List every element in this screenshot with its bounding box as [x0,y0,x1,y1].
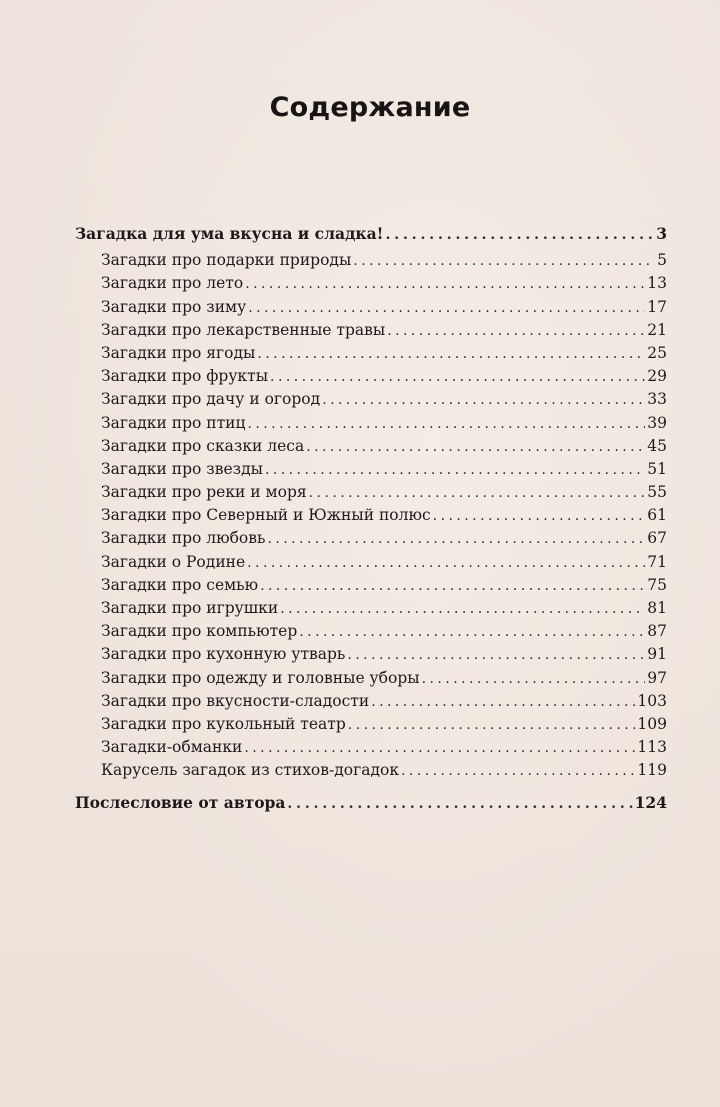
toc-entry[interactable] [75,249,667,272]
toc-entry-label: Загадки про дачу и огород [101,390,321,409]
toc-entry[interactable] [75,736,667,759]
toc-entry-label: Загадки про звезды [101,459,263,478]
toc-entry-label: Загадки про сказки леса [101,436,305,455]
toc-entry-label: Загадки про любовь [101,529,266,548]
toc-leader-dots [247,413,645,436]
toc-leader-dots [280,598,645,621]
toc-entry-label: Загадки о Родине [101,552,246,571]
toc-entry-page: 13 [647,274,667,293]
toc-entry-page: 29 [647,367,667,386]
toc-leader-dots [433,505,646,528]
toc-entry[interactable] [75,759,667,782]
toc-entry-label: Загадки про компьютер [101,622,298,641]
toc-entry[interactable] [75,643,667,666]
toc-leader-dots [299,621,645,644]
toc-leader-dots [248,297,645,320]
toc-leader-dots [387,320,645,343]
toc-entry-label: Загадки про вкусности-сладости [101,691,370,710]
toc-entry[interactable] [75,620,667,643]
toc-entry-label: Загадка для ума вкусна и сладка! [75,224,384,243]
toc-entry-page: 39 [647,413,667,432]
toc-entry-label: Загадки про лето [101,274,244,293]
toc-leader-dots [309,482,646,505]
toc-entry-label: Загадки про реки и моря [101,483,307,502]
toc-entry[interactable] [75,412,667,435]
toc-entry-main[interactable] [75,791,667,814]
toc-leader-dots [347,644,645,667]
toc-leader-dots [322,389,645,412]
toc-leader-dots [385,224,654,247]
toc-entry[interactable] [75,481,667,504]
toc-entry-page: 51 [647,459,667,478]
toc-entry-page: 25 [647,343,667,362]
toc-entry-label: Карусель загадок из стихов-догадок [101,761,400,780]
toc-entry[interactable] [75,690,667,713]
toc-entry-label: Загадки про подарки природы [101,251,352,270]
toc-entry-page: 103 [637,691,667,710]
toc-entry-page: 5 [657,251,667,270]
toc-entry[interactable] [75,365,667,388]
toc-entry-page: 91 [647,645,667,664]
toc-entry-page: 75 [647,575,667,594]
toc-entry-label: Загадки про одежду и головные уборы [101,668,420,687]
toc-leader-dots [270,366,645,389]
toc-leader-dots [306,436,645,459]
toc-leader-dots [401,760,635,783]
toc-leader-dots [287,793,632,816]
toc-leader-dots [348,714,636,737]
toc-leader-dots [422,668,646,691]
toc-entry-page: 67 [647,529,667,548]
toc-leader-dots [247,552,645,575]
toc-entry-page: 55 [647,483,667,502]
toc-entry-label: Загадки про фрукты [101,367,269,386]
toc-entry-page: 3 [656,224,667,243]
table-of-contents [75,222,667,814]
toc-entry-label: Загадки про ягоды [101,343,256,362]
toc-entry[interactable] [75,597,667,620]
toc-entry-label: Послесловие от автора [75,792,286,812]
toc-entry[interactable] [75,435,667,458]
toc-entry-page: 81 [647,599,667,617]
toc-entry-label: Загадки про лекарственные травы [101,320,386,339]
toc-leader-dots [257,343,645,366]
toc-entry[interactable] [75,319,667,342]
toc-entry-page: 124 [634,792,667,812]
toc-entry-label: Загадки про игрушки [101,599,279,617]
toc-entry[interactable] [75,551,667,574]
toc-entry-page: 17 [647,297,667,316]
toc-entry[interactable] [75,504,667,527]
page-title: Содержание [269,92,471,123]
toc-leader-dots [353,250,655,273]
toc-leader-dots [260,575,645,598]
toc-entry[interactable] [75,667,667,690]
toc-entry-page: 109 [637,714,667,733]
toc-entry-page: 61 [647,506,667,525]
toc-entry[interactable] [75,574,667,597]
toc-entry[interactable] [75,272,667,295]
toc-entry-page: 21 [647,320,667,339]
toc-entry-page: 97 [647,668,667,687]
toc-leader-dots [371,691,635,714]
toc-entry-page: 33 [647,390,667,409]
toc-entry[interactable] [75,388,667,411]
toc-entry-page: 87 [647,622,667,641]
toc-entry-page: 113 [637,738,667,757]
toc-entry-label: Загадки про семью [101,575,259,594]
toc-leader-dots [265,459,645,482]
toc-entry[interactable] [75,296,667,319]
toc-leader-dots [267,528,645,551]
toc-entry-page: 71 [647,552,667,571]
toc-leader-dots [244,737,635,760]
toc-entry-label: Загадки-обманки [101,738,243,757]
toc-entry-label: Загадки про птиц [101,413,246,432]
toc-entry[interactable] [75,713,667,736]
toc-entry-label: Загадки про кукольный театр [101,714,346,733]
toc-entry-main[interactable] [75,222,667,245]
toc-entry[interactable] [75,458,667,481]
toc-entry-label: Загадки про кухонную утварь [101,645,346,664]
toc-leader-dots [245,273,645,296]
toc-entry-label: Загадки про Северный и Южный полюс [101,506,431,525]
toc-entry-page: 45 [647,436,667,455]
toc-entry-page: 119 [637,761,667,780]
toc-entry[interactable] [75,342,667,365]
toc-entry-label: Загадки про зиму [101,297,247,316]
toc-entry[interactable] [75,527,667,550]
